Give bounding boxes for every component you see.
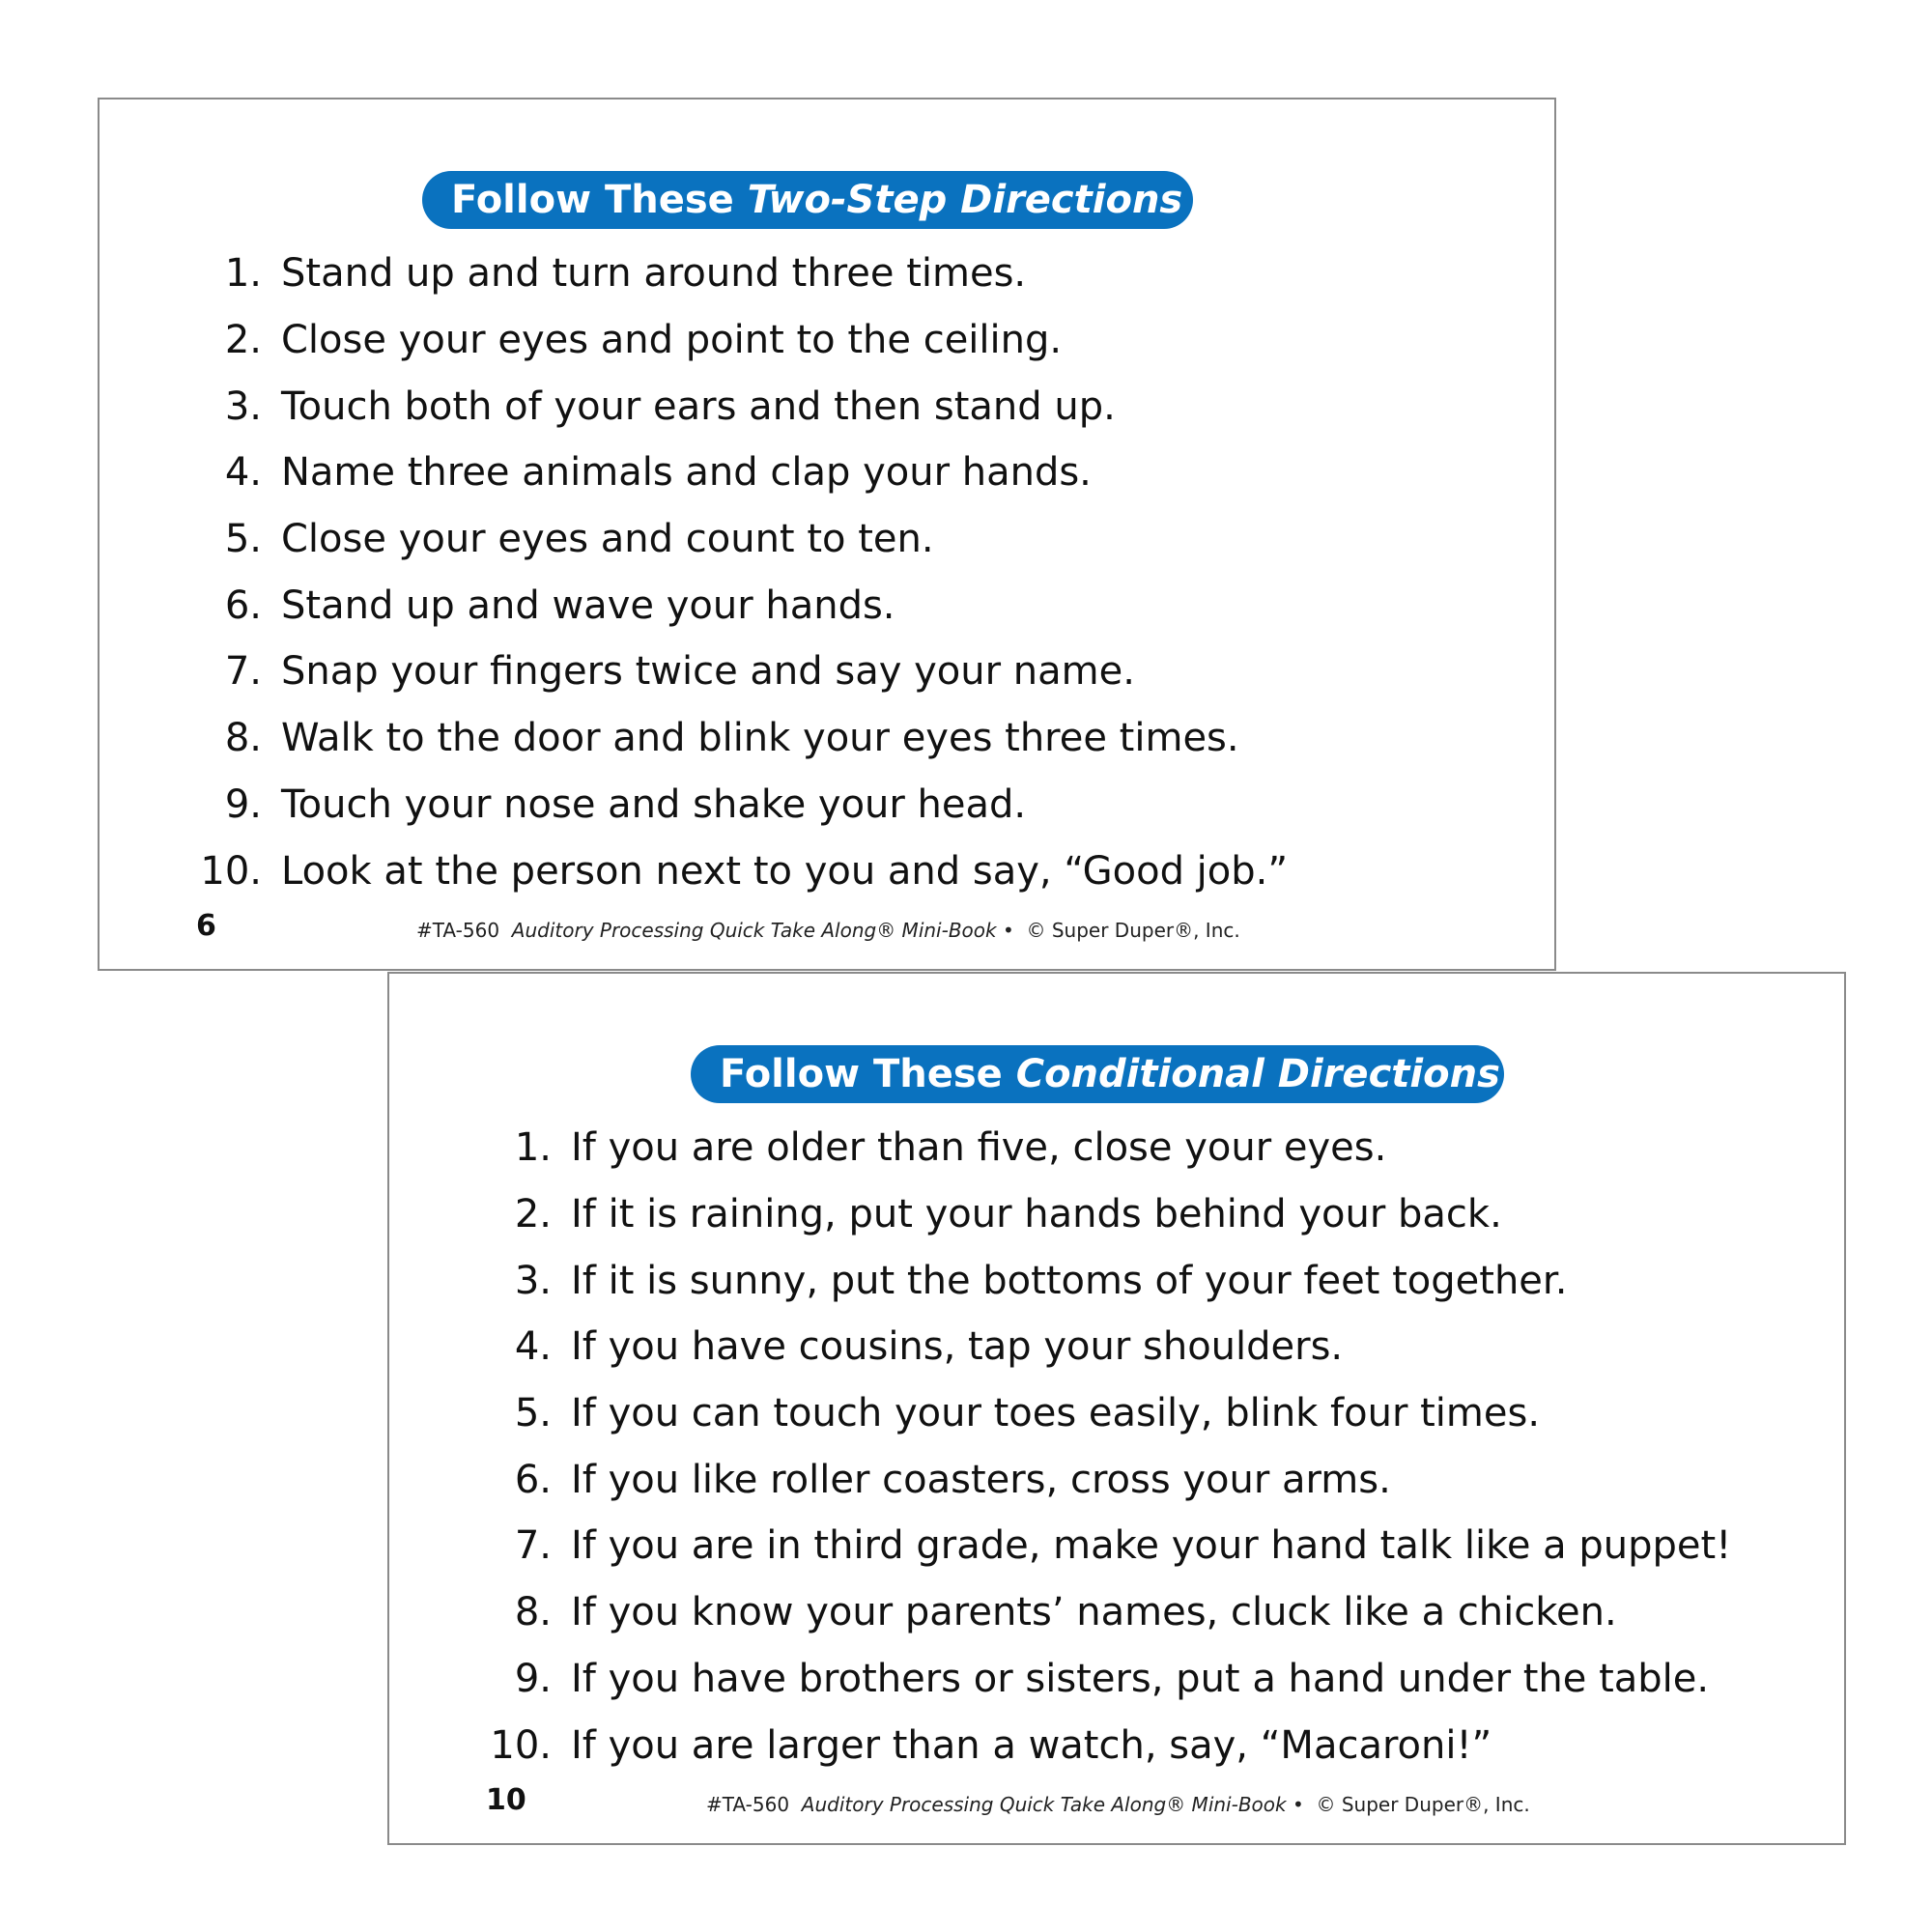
item-text: Stand up and wave your hands. <box>281 582 895 628</box>
item-number: 4. <box>224 450 262 496</box>
item-number: 7. <box>224 649 262 695</box>
card-title-prefix: Follow These <box>451 178 748 222</box>
footer-bullet: • <box>1002 919 1014 942</box>
item-text: Touch both of your ears and then stand up. <box>281 384 1116 429</box>
list-item <box>177 639 1510 705</box>
footer-code: #TA-560 <box>416 919 500 942</box>
item-number: 2. <box>224 318 262 363</box>
item-text: If it is sunny, put the bottoms of your feet together. <box>571 1258 1568 1303</box>
item-number: 7. <box>514 1523 552 1569</box>
item-number: 9. <box>224 781 262 827</box>
card-title <box>691 1045 1504 1103</box>
list-item <box>177 572 1510 639</box>
footer-book-title: Auditory Processing Quick Take Along® Mini-Book <box>801 1793 1287 1816</box>
item-text: Stand up and turn around three times. <box>281 251 1027 297</box>
item-number: 6. <box>514 1457 552 1502</box>
list-item <box>177 705 1510 772</box>
item-number: 1. <box>514 1125 552 1171</box>
card-title-prefix: Follow These <box>720 1052 1016 1096</box>
list-item <box>177 241 1510 307</box>
list-item <box>177 772 1510 838</box>
item-text: Look at the person next to you and say, “Good job.” <box>281 848 1289 894</box>
card-title <box>422 171 1193 229</box>
list-item <box>177 373 1510 440</box>
two-step-directions-card <box>98 98 1556 971</box>
item-text: If you like roller coasters, cross your arms. <box>571 1457 1391 1502</box>
item-text: Snap your fingers twice and say your name. <box>281 649 1135 695</box>
footer-bullet: • <box>1292 1793 1304 1816</box>
list-item <box>177 307 1510 374</box>
item-number: 10. <box>200 848 262 894</box>
footer-code: #TA-560 <box>706 1793 790 1816</box>
item-number: 10. <box>490 1722 552 1768</box>
item-number: 2. <box>514 1192 552 1237</box>
list-item <box>177 440 1510 506</box>
item-number: 5. <box>224 517 262 562</box>
card-title-emphasis: Conditional Directions <box>1015 1052 1500 1096</box>
list-item <box>467 1646 1800 1713</box>
directions-list <box>177 241 1510 904</box>
item-text: If you are in third grade, make your hand talk like a puppet! <box>571 1523 1732 1569</box>
item-number: 9. <box>514 1656 552 1701</box>
item-text: Close your eyes and point to the ceiling. <box>281 318 1063 363</box>
item-number: 5. <box>514 1391 552 1436</box>
item-number: 3. <box>514 1258 552 1303</box>
item-text: If it is raining, put your hands behind your back. <box>571 1192 1502 1237</box>
item-number: 3. <box>224 384 262 429</box>
item-text: Name three animals and clap your hands. <box>281 450 1092 496</box>
list-item <box>467 1380 1800 1447</box>
list-item <box>467 1181 1800 1248</box>
list-item <box>467 1712 1800 1778</box>
list-item <box>467 1446 1800 1513</box>
list-item <box>467 1115 1800 1181</box>
item-number: 1. <box>224 251 262 297</box>
item-text: Touch your nose and shake your head. <box>281 781 1027 827</box>
item-text: If you can touch your toes easily, blink four times. <box>571 1391 1541 1436</box>
item-number: 6. <box>224 582 262 628</box>
footer-copyright: © Super Duper®, Inc. <box>1316 1793 1530 1816</box>
item-text: Close your eyes and count to ten. <box>281 517 934 562</box>
card-title-emphasis: Two-Step Directions <box>747 178 1183 222</box>
item-text: If you are older than five, close your eyes. <box>571 1125 1387 1171</box>
list-item <box>467 1247 1800 1314</box>
item-number: 8. <box>514 1590 552 1635</box>
page-footer <box>416 919 1240 942</box>
list-item <box>467 1579 1800 1646</box>
page-footer <box>706 1793 1530 1816</box>
footer-copyright: © Super Duper®, Inc. <box>1026 919 1240 942</box>
conditional-directions-card <box>387 972 1846 1845</box>
item-text: If you have brothers or sisters, put a hand under the table. <box>571 1656 1710 1701</box>
page-number: 10 <box>486 1783 526 1817</box>
list-item <box>467 1513 1800 1579</box>
item-text: If you have cousins, tap your shoulders. <box>571 1324 1344 1370</box>
list-item <box>177 506 1510 573</box>
page-number: 6 <box>196 909 216 943</box>
item-number: 8. <box>224 716 262 761</box>
footer-book-title: Auditory Processing Quick Take Along® Mini-Book <box>511 919 997 942</box>
list-item <box>177 838 1510 904</box>
list-item <box>467 1314 1800 1380</box>
item-text: If you are larger than a watch, say, “Macaroni!” <box>571 1722 1492 1768</box>
item-number: 4. <box>514 1324 552 1370</box>
item-text: Walk to the door and blink your eyes three times. <box>281 716 1239 761</box>
directions-list <box>467 1115 1800 1778</box>
item-text: If you know your parents’ names, cluck like a chicken. <box>571 1590 1617 1635</box>
